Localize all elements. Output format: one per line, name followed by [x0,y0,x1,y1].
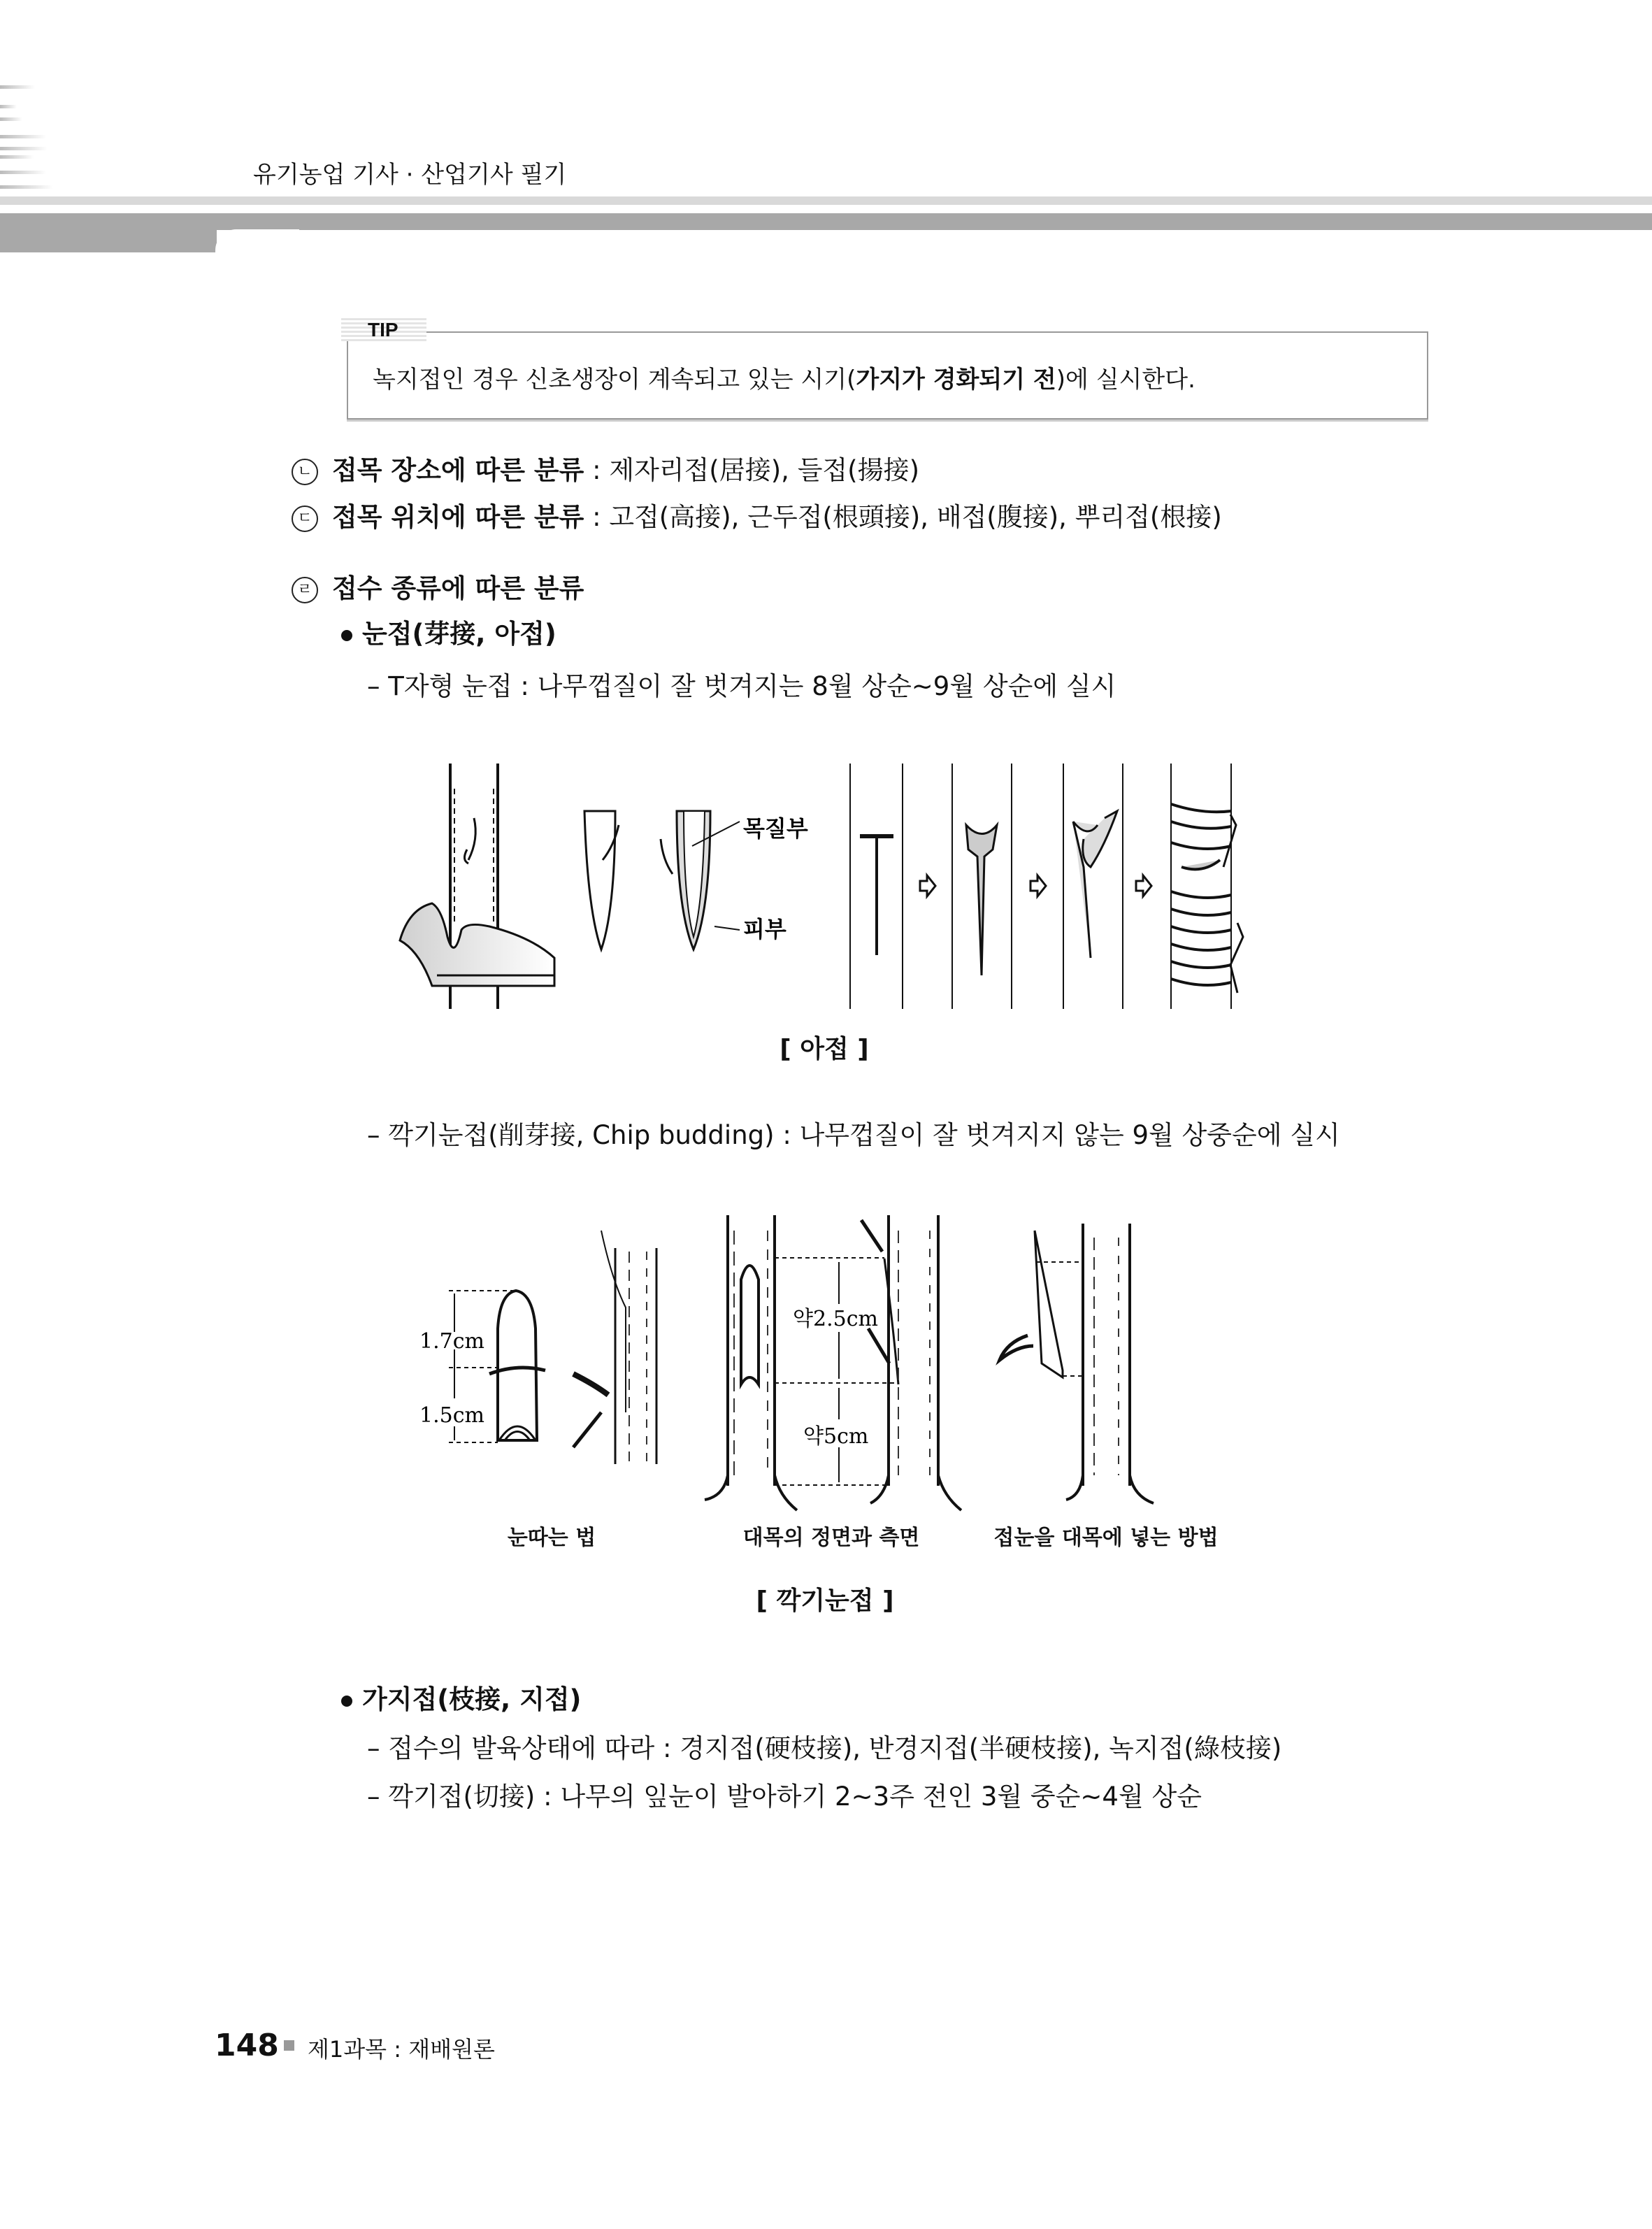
figure1-caption: [ 아접 ] [780,1035,869,1063]
bud-chip [498,1291,537,1440]
item-marker: ㄷ [292,506,318,532]
bark-texture [629,1231,1119,1475]
t-budding-line: – T자형 눈접 : 나무껍질이 잘 벗겨지는 8월 상순~9월 상순에 실시 [367,671,1116,701]
branch-grafting-title: 가지접(枝接, 지접) [362,1684,582,1714]
running-header-title: 유기농업 기사 · 산업기사 필기 [253,161,567,189]
tip-text-part: )에 실시한다. [1056,366,1195,394]
item-title: 접목 위치에 따른 분류 [332,502,584,532]
cut-arrow [868,1328,889,1363]
figure2-caption: [ 깍기눈접 ] [756,1586,894,1615]
dim-label: 약2.5cm [793,1307,878,1331]
dim-label: 1.7cm [419,1329,484,1354]
bud-icon [573,1374,608,1395]
item-sep: : [584,502,610,532]
page-number: 148 [215,2028,279,2063]
item-title: 접수 종류에 따른 분류 [332,573,584,603]
item-marker: ㄴ [292,459,318,485]
tip-text-bold: 가지가 경화되기 전 [856,366,1056,394]
bullet-icon [341,1696,352,1707]
item-sep: : [584,455,610,485]
tip-text-part: 녹지접인 경우 신초생장이 계속되고 있는 시기( [373,366,856,394]
footer-chapter: 제1과목 : 재배원론 [308,2036,495,2063]
label-xylem: 목질부 [743,815,808,842]
bud-icon [1000,1335,1033,1360]
inserted-chip [1035,1231,1063,1377]
item-marker: ㄹ [292,577,318,603]
item-title: 접목 장소에 따른 분류 [332,455,584,485]
footer-square-icon [284,2040,294,2051]
chip-cut-front [741,1266,759,1384]
cut-arrow [573,1412,601,1447]
subcaption-stock-views: 대목의 정면과 측면 [742,1526,920,1550]
item-detail: 제자리접(居接), 들접(揚接) [609,455,920,485]
branch-grafting-line: – 깍기접(切接) : 나무의 잎눈이 발아하기 2~3주 전인 3월 중순~4월 상순 [367,1782,1202,1812]
label-bark: 피부 [743,916,787,943]
tip-label: TIP [341,318,426,341]
bud-grafting-title: 눈접(芽接, 아접) [362,619,556,649]
cut-arrow [861,1220,882,1252]
branch-grafting-heading [341,1684,581,1715]
item-detail: 고접(高接), 근두접(根頭接), 배접(腹接), 뿌리접(根接) [609,502,1222,532]
dim-label: 약5cm [803,1424,869,1449]
subcaption-bud-insertion: 접눈을 대목에 넣는 방법 [993,1526,1219,1550]
dim-label: 1.5cm [419,1403,484,1428]
subcaption-bud-removal: 눈따는 법 [507,1526,596,1550]
chip-budding-line: – 깍기눈접(削芽接, Chip budding) : 나무껍질이 잘 벗겨지지 않는 9월 상중순에 실시 [367,1120,1340,1150]
branch-grafting-line: – 접수의 발육상태에 따라 : 경지접(硬枝接), 반경지접(半硬枝接), 녹지접(綠枝接) [367,1733,1282,1763]
chip-cut-side [884,1259,898,1384]
